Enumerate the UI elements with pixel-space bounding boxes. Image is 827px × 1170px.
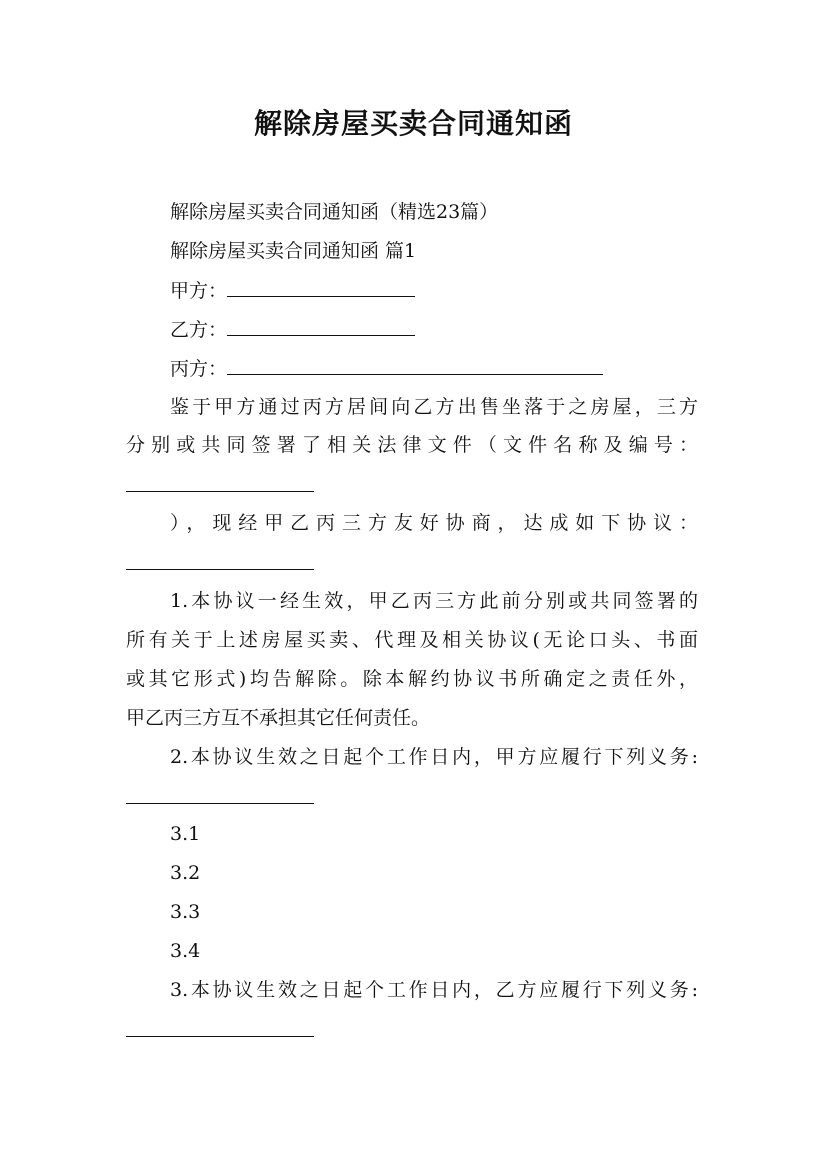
intro-blank-line-2 [126,569,314,570]
clause-2-line-1: 2.本协议生效之日起个工作日内，甲方应履行下列义务: [170,746,698,768]
clause-1-line-1: 1.本协议一经生效，甲乙丙三方此前分别或共同签署的 [170,590,698,612]
document-subtitle: 解除房屋买卖合同通知函（精选23篇） [170,201,499,223]
intro-line-2: 分别或共同签署了相关法律文件（文件名称及编号： [126,434,698,456]
document-title: 解除房屋买卖合同通知函 [253,107,573,140]
party-c-blank [227,354,603,375]
party-b-line [170,315,415,344]
item-3-1: 3.1 [170,823,201,845]
party-a-line [170,276,415,305]
clause-1-line-3: 或其它形式)均告解除。除本解约协议书所确定之责任外， [126,668,698,690]
item-3-3: 3.3 [170,901,201,923]
clause-1-line-2: 所有关于上述房屋买卖、代理及相关协议(无论口头、书面 [126,629,698,651]
party-a-blank [227,276,415,297]
intro-line-1: 鉴于甲方通过丙方居间向乙方出售坐落于之房屋，三方 [170,396,698,418]
party-c-line [170,354,603,383]
clause-3-blank-line [126,1036,314,1037]
party-b-label: 乙方： [170,319,228,341]
clause-2-blank-line [126,803,314,804]
party-b-blank [227,315,415,336]
party-c-label: 丙方： [170,358,228,380]
item-3-4: 3.4 [170,940,201,962]
intro-blank-line-1 [126,491,314,492]
intro-line-3: ），现经甲乙丙三方友好协商，达成如下协议： [170,512,698,534]
clause-1-line-4: 甲乙丙三方互不承担其它任何责任。 [126,707,431,729]
section-heading: 解除房屋买卖合同通知函 篇1 [170,240,417,262]
item-3-2: 3.2 [170,862,201,884]
party-a-label: 甲方： [170,280,228,302]
clause-3-line-1: 3.本协议生效之日起个工作日内，乙方应履行下列义务: [170,979,698,1001]
